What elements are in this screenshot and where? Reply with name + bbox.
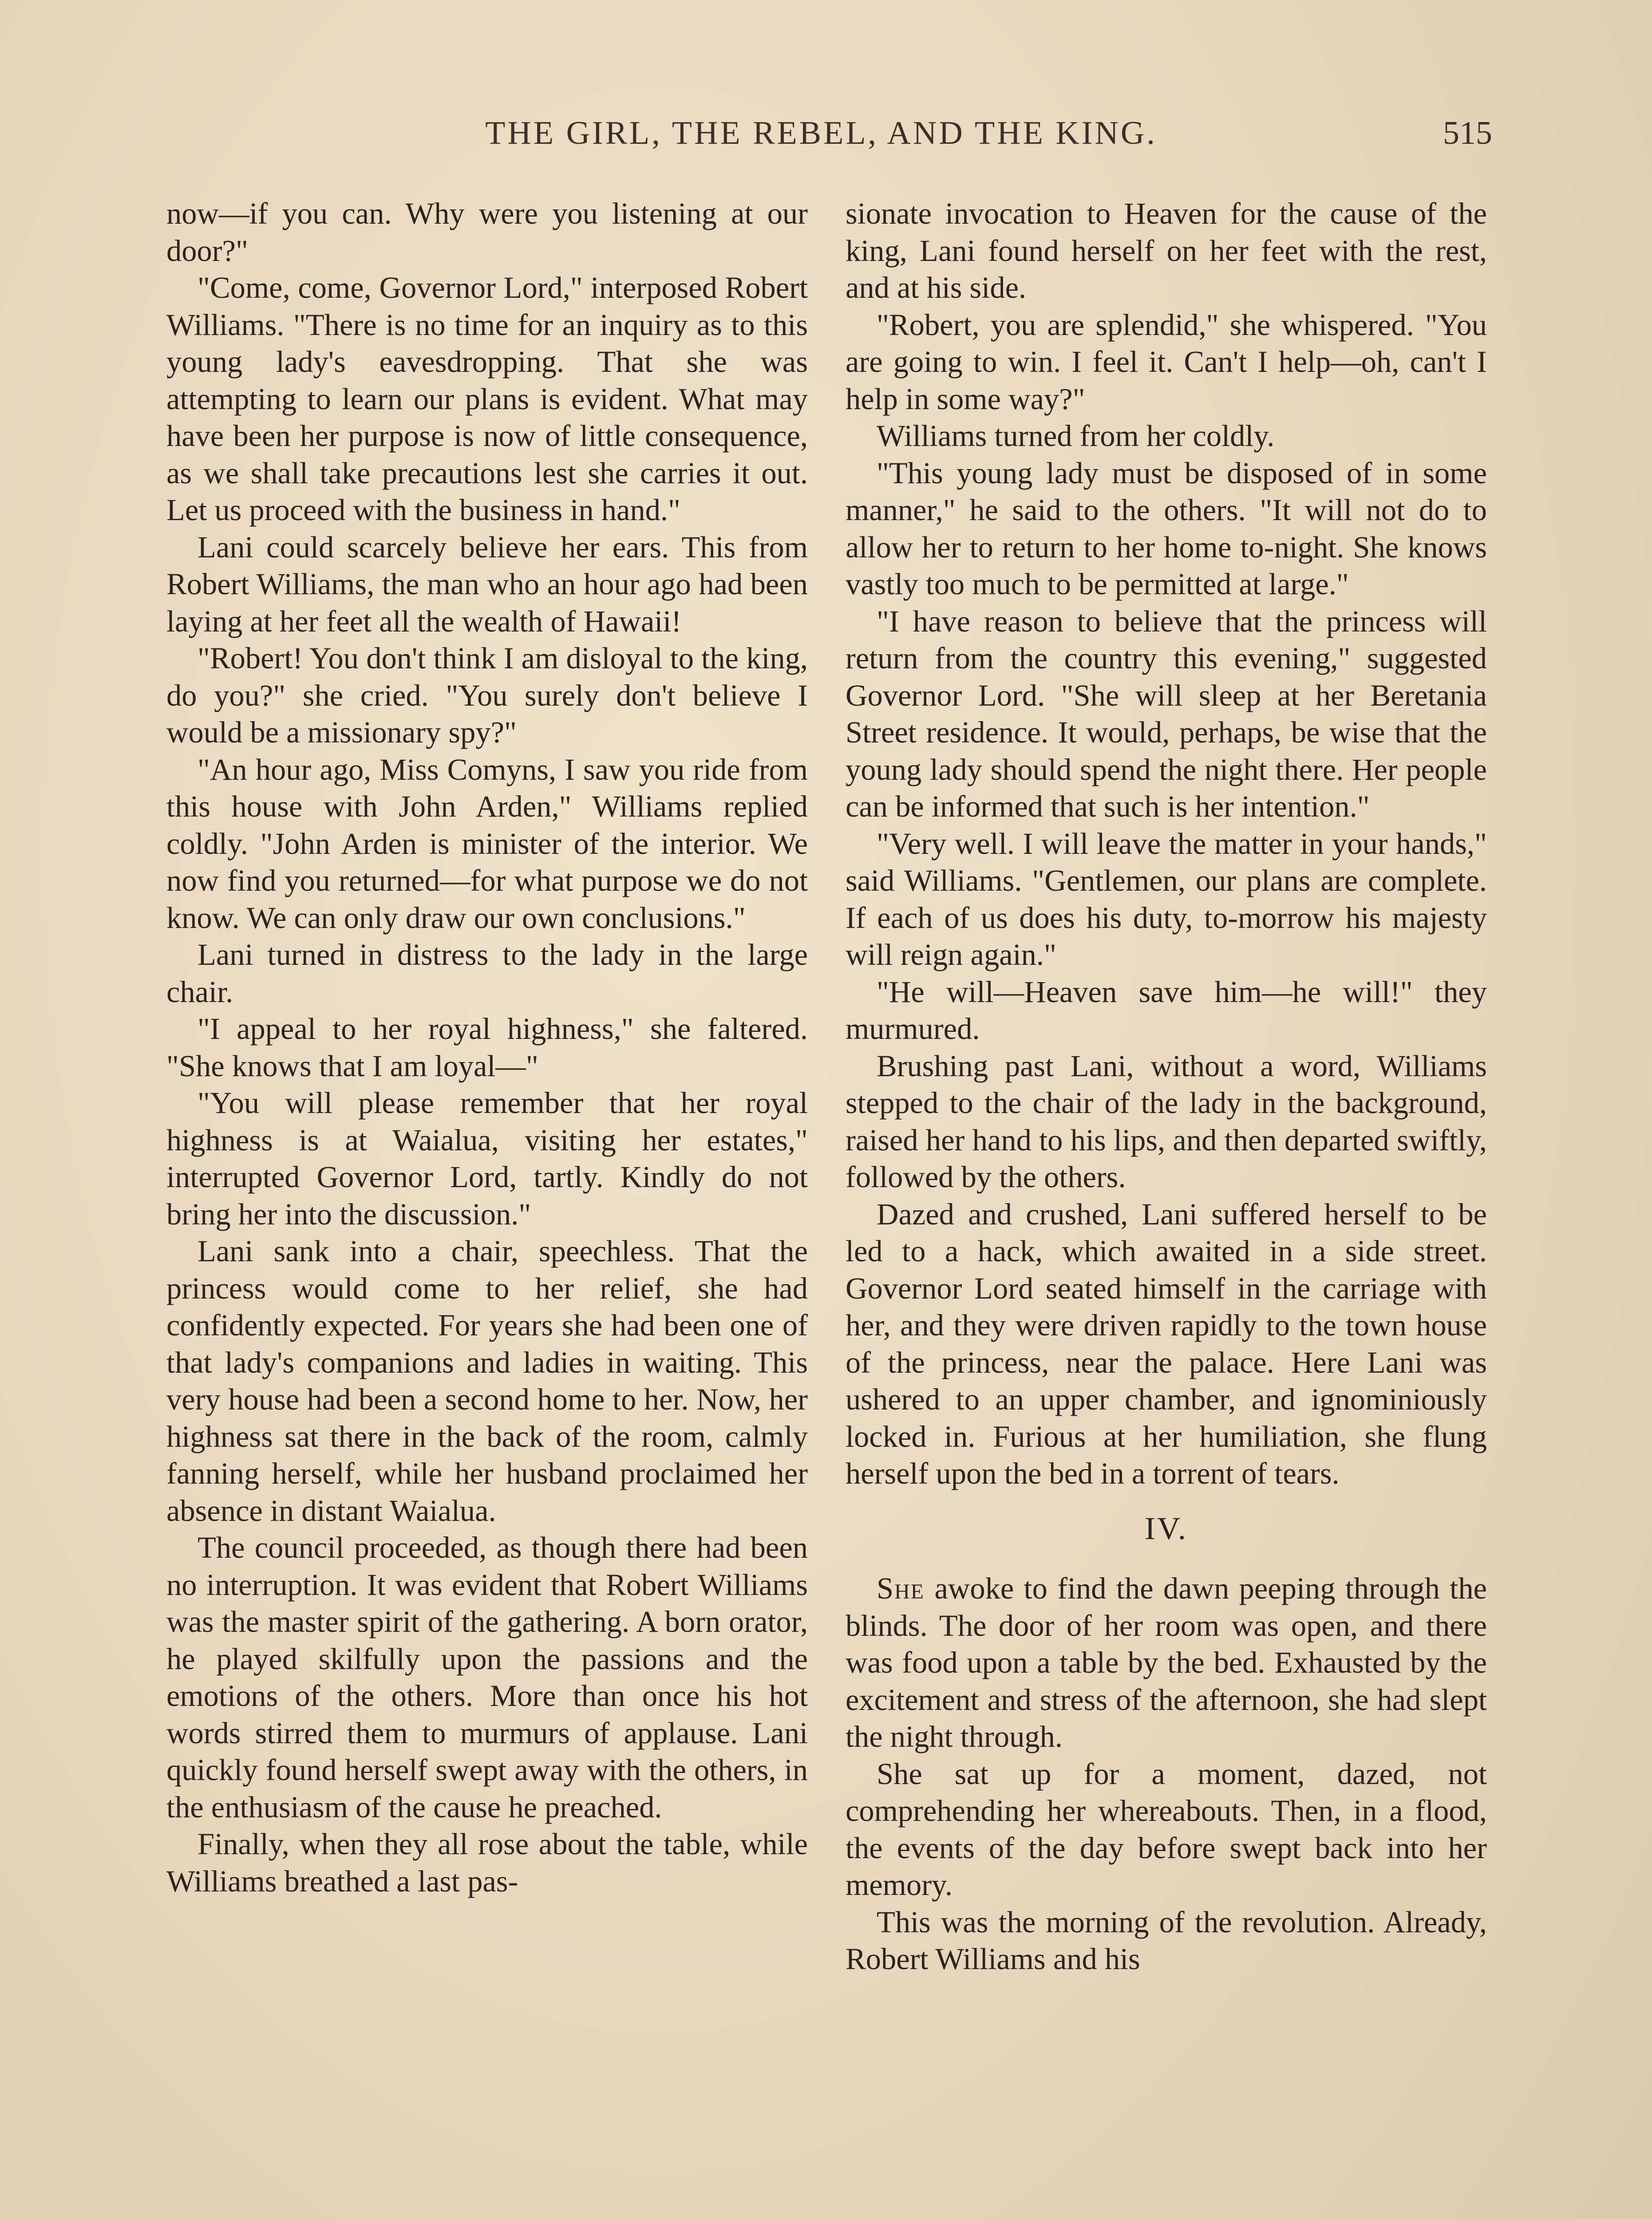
paragraph: "This young lady must be disposed of in some manner," he said to the others. "It will not do to allow her to return to her home to-night. She knows vastly too much to be permitted at large.": [846, 456, 1487, 601]
paragraph: "Very well. I will leave the matter in your hands," said Williams. "Gentlemen, our plans are complete. If each of us does his duty, to-morrow his majesty will reign again.": [846, 826, 1487, 971]
paragraph: The council proceeded, as though there had been no interruption. It was evident that Robert Williams was the master spirit of the gathering. A born orator, he played skilfully upon the passions and the emotions of the others. More than once his hot words stirred them to murmurs of applause. Lani quickly found herself swept away with the others, in the enthusiasm of the cause he preached.: [166, 1531, 808, 1824]
paragraph: This was the morning of the revolution. Already, Robert Williams and his: [846, 1905, 1487, 1976]
paragraph: "Come, come, Governor Lord," interposed Robert Williams. "There is no time for an inquiry as to this young lady's eavesdropping. That she was attempting to learn our plans is evident. What may have been her purpose is now of little consequence, as we shall take precautions lest she carries it out. Let us proceed with the business in hand.": [166, 271, 808, 527]
paragraph: now—if you can. Why were you listening at our door?": [166, 197, 808, 268]
paragraph: She sat up for a moment, dazed, not comprehending her whereabouts. Then, in a flood, the events of the day before swept back into her memory.: [846, 1757, 1487, 1902]
paragraph: sionate invocation to Heaven for the cause of the king, Lani found herself on her feet with the rest, and at his side.: [846, 197, 1487, 304]
section-opening-lead: She: [877, 1571, 925, 1605]
paragraph: Dazed and crushed, Lani suffered herself to be led to a hack, which awaited in a side street. Governor Lord seated himself in the carriage with her, and they were driven rapidly to the town house of the princess, near the palace. Here Lani was ushered to an upper chamber, and ignominiously locked in. Furious at her humiliation, she flung herself upon the bed in a torrent of tears.: [846, 1197, 1487, 1490]
right-column-upper: [846, 195, 1487, 1492]
paragraph: "An hour ago, Miss Comyns, I saw you ride from this house with John Arden," Williams replied coldly. "John Arden is minister of the interior. We now find you returned—for what purpose we do not know. We can only draw our own conclusions.": [166, 752, 808, 935]
right-column: [846, 195, 1487, 1978]
paragraph: Finally, when they all rose about the table, while Williams breathed a last pas-: [166, 1827, 808, 1898]
paragraph: "I have reason to believe that the princess will return from the country this evening," suggested Governor Lord. "She will sleep at her Beretania Street residence. It would, perhaps, be wise that the young lady should spend the night there. Her people can be informed that such is her intention.": [846, 604, 1487, 823]
paragraph: "Robert! You don't think I am disloyal to the king, do you?" she cried. "You surely don't believe I would be a missionary spy?": [166, 641, 808, 749]
paragraph: "Robert, you are splendid," she whispered. "You are going to win. I feel it. Can't I help—oh, can't I help in some way?": [846, 308, 1487, 416]
paragraph: Lani turned in distress to the lady in the large chair.: [166, 938, 808, 1009]
running-head: THE GIRL, THE REBEL, AND THE KING.: [485, 115, 1157, 151]
paragraph: Williams turned from her coldly.: [877, 419, 1275, 453]
page-number: 515: [1443, 115, 1492, 151]
section-opening-paragraph: [846, 1570, 1487, 1756]
right-column-lower: [846, 1756, 1487, 1978]
paragraph: "You will please remember that her royal highness is at Waialua, visiting her estates," interrupted Governor Lord, tartly. Kindly do not bring her into the discussion.": [166, 1086, 808, 1231]
paragraph: "I appeal to her royal highness," she faltered. "She knows that I am loyal—": [166, 1012, 808, 1083]
paragraph: Lani could scarcely believe her ears. This from Robert Williams, the man who an hour ago had been laying at her feet all the wealth of Hawaii!: [166, 530, 808, 638]
paragraph: "He will—Heaven save him—he will!" they murmured.: [846, 975, 1487, 1046]
paragraph: Lani sank into a chair, speechless. That the princess would come to her relief, she had confidently expected. For years she had been one of that lady's companions and ladies in waiting. This very house had been a second home to her. Now, her highness sat there in the back of the room, calmly fanning herself, while her husband proclaimed her absence in distant Waialua.: [166, 1234, 808, 1528]
paragraph: Brushing past Lani, without a word, Williams stepped to the chair of the lady in the background, raised her hand to his lips, and then departed swiftly, followed by the others.: [846, 1049, 1487, 1194]
left-column: [166, 195, 808, 1900]
section-opening-text: awoke to find the dawn peeping through the blinds. The door of her room was open, and there was food upon a table by the bed. Exhausted by the excitement and stress of the afternoon, she had slept the night through.: [846, 1571, 1487, 1753]
section-heading: IV.: [1145, 1510, 1188, 1546]
